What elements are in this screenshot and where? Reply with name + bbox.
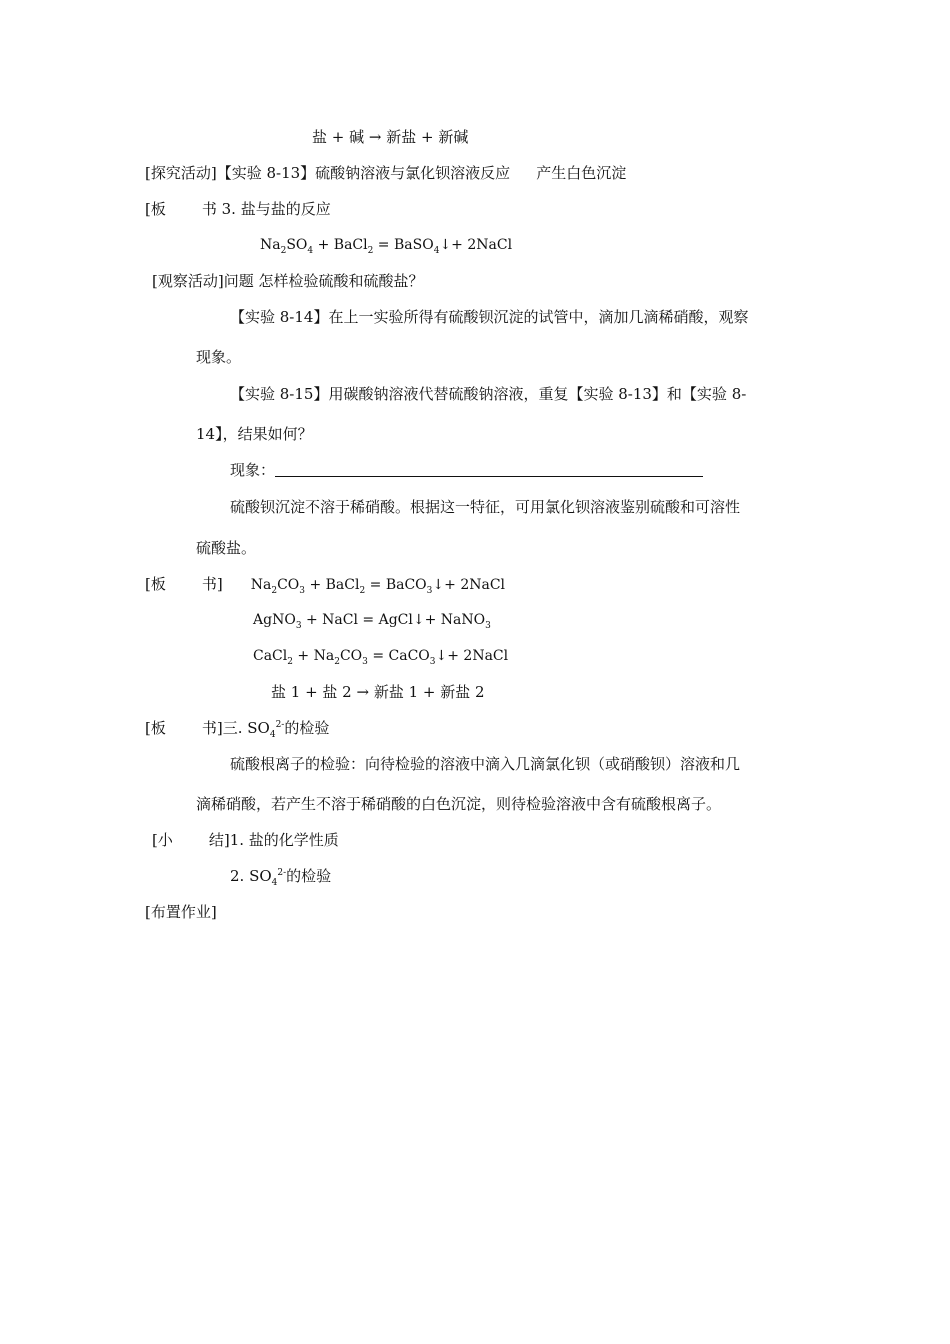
- eq-sub: 3: [429, 656, 436, 667]
- experiment-8-15: [230, 384, 746, 404]
- eq-part: = BaSO: [373, 237, 434, 253]
- conclusion-line-cont: [196, 538, 256, 558]
- board-bracket: [板: [145, 575, 166, 593]
- board-bracket: [板: [145, 719, 166, 737]
- summary-bracket: [小: [152, 831, 173, 849]
- eq-part: ↓+ 2NaCl: [435, 648, 509, 664]
- text: 硫酸盐。: [196, 539, 257, 557]
- eq-sub: 3: [485, 620, 491, 631]
- text: 现象。: [196, 348, 242, 366]
- board-note-3: [145, 199, 331, 219]
- eq-sub: 2: [334, 656, 340, 667]
- observation-text: 产生白色沉淀: [536, 164, 627, 182]
- equation-na2co3: [250, 577, 506, 596]
- eq-sub: 4: [307, 245, 314, 256]
- observe-activity-line: [152, 271, 423, 291]
- eq-part: ↓+ 2NaCl: [439, 237, 513, 253]
- eq-part: + Na: [292, 648, 335, 664]
- ion-charge: 2-: [277, 868, 287, 878]
- explore-activity-line: [145, 163, 626, 183]
- board-note-equations: [145, 574, 505, 595]
- eq-part: SO: [286, 237, 308, 253]
- text: [布置作业]: [145, 903, 217, 921]
- eq-sub: 3: [362, 656, 368, 667]
- eq-part: CO: [339, 648, 363, 664]
- text: 硫酸钡沉淀不溶于稀硝酸。根据这一特征，可用氯化钡溶液鉴别硫酸和可溶性: [230, 498, 741, 516]
- eq-part: = CaCO: [367, 648, 430, 664]
- eq-sub: 2: [280, 245, 287, 256]
- text: 【实验 8-14】在上一实验所得有硫酸钡沉淀的试管中，滴加几滴稀硝酸，观察: [230, 308, 749, 326]
- equation-cacl2: [253, 646, 508, 666]
- ion-sub: 4: [269, 730, 276, 740]
- ion-charge: 2-: [275, 720, 285, 730]
- sulfate-test-desc: [230, 754, 740, 774]
- eq-part: + BaCl: [313, 237, 368, 253]
- text: 【实验 8-15】用碳酸钠溶液代替硫酸钠溶液，重复【实验 8-13】和【实验 8-: [230, 385, 747, 403]
- board-text: 书 3. 盐与盐的反应: [201, 200, 331, 218]
- text: 硫酸根离子的检验：向待检验的溶液中滴入几滴氯化钡（或硝酸钡）溶液和几: [230, 755, 741, 773]
- homework-line: [145, 902, 217, 922]
- eq-sub: 3: [299, 585, 305, 596]
- text: 2. SO: [230, 867, 272, 885]
- eq-sub: 3: [295, 620, 302, 631]
- text: [观察活动]问题 怎样检验硫酸和硫酸盐？: [152, 272, 424, 290]
- equation-agno3: [253, 610, 491, 630]
- eq-part: CaCl: [253, 648, 288, 664]
- eq-part: ↓+ 2NaCl: [432, 577, 506, 593]
- board-text: 的检验: [284, 719, 330, 737]
- conclusion-line: [230, 497, 740, 517]
- experiment-8-14: [230, 307, 748, 327]
- phenomenon-line: [230, 460, 703, 480]
- experiment-8-15-cont: [196, 424, 313, 444]
- reaction-salt-salt: [271, 682, 485, 702]
- experiment-8-14-cont: [196, 347, 241, 367]
- eq-sub: 4: [433, 245, 440, 256]
- text: 盐 1 + 盐 2 → 新盐 1 + 新盐 2: [271, 683, 485, 701]
- eq-sub: 3: [426, 585, 433, 596]
- board-text: 书]: [201, 575, 223, 593]
- explore-activity-label: [探究活动]【实验 8-13】硫酸钠溶液与氯化钡溶液反应: [145, 164, 511, 182]
- board-text: 书]三. SO: [201, 719, 270, 737]
- eq-part: = BaCO: [365, 577, 427, 593]
- phenomenon-label: 现象：: [230, 461, 276, 479]
- text: 14】，结果如何？: [196, 425, 313, 443]
- eq-part: Na: [250, 577, 272, 593]
- ion-sub: 4: [271, 878, 278, 888]
- text: 滴稀硝酸，若产生不溶于稀硝酸的白色沉淀，则待检验溶液中含有硫酸根离子。: [196, 795, 722, 813]
- eq-sub: 2: [359, 585, 366, 596]
- eq-sub: 2: [367, 245, 374, 256]
- eq-part: Na: [260, 237, 281, 253]
- board-note-sulfate-test: [145, 718, 329, 738]
- summary-text: 结]1. 盐的化学性质: [208, 831, 339, 849]
- text: 的检验: [286, 867, 332, 885]
- eq-part: + NaCl = AgCl↓+ NaNO: [301, 612, 486, 628]
- equation-na2so4: [260, 235, 512, 255]
- eq-part: AgNO: [253, 612, 296, 628]
- eq-sub: 2: [271, 585, 278, 596]
- answer-blank[interactable]: [275, 461, 703, 477]
- summary-item-2: [230, 866, 331, 886]
- board-bracket: [板: [145, 200, 166, 218]
- summary-line: [152, 830, 339, 850]
- reaction-salt-base: [312, 127, 468, 147]
- sulfate-test-desc-cont: [196, 794, 721, 814]
- eq-sub: 2: [287, 656, 293, 667]
- text: 盐 + 碱 → 新盐 + 新碱: [312, 128, 469, 146]
- eq-part: + BaCl: [305, 577, 360, 593]
- eq-part: CO: [277, 577, 300, 593]
